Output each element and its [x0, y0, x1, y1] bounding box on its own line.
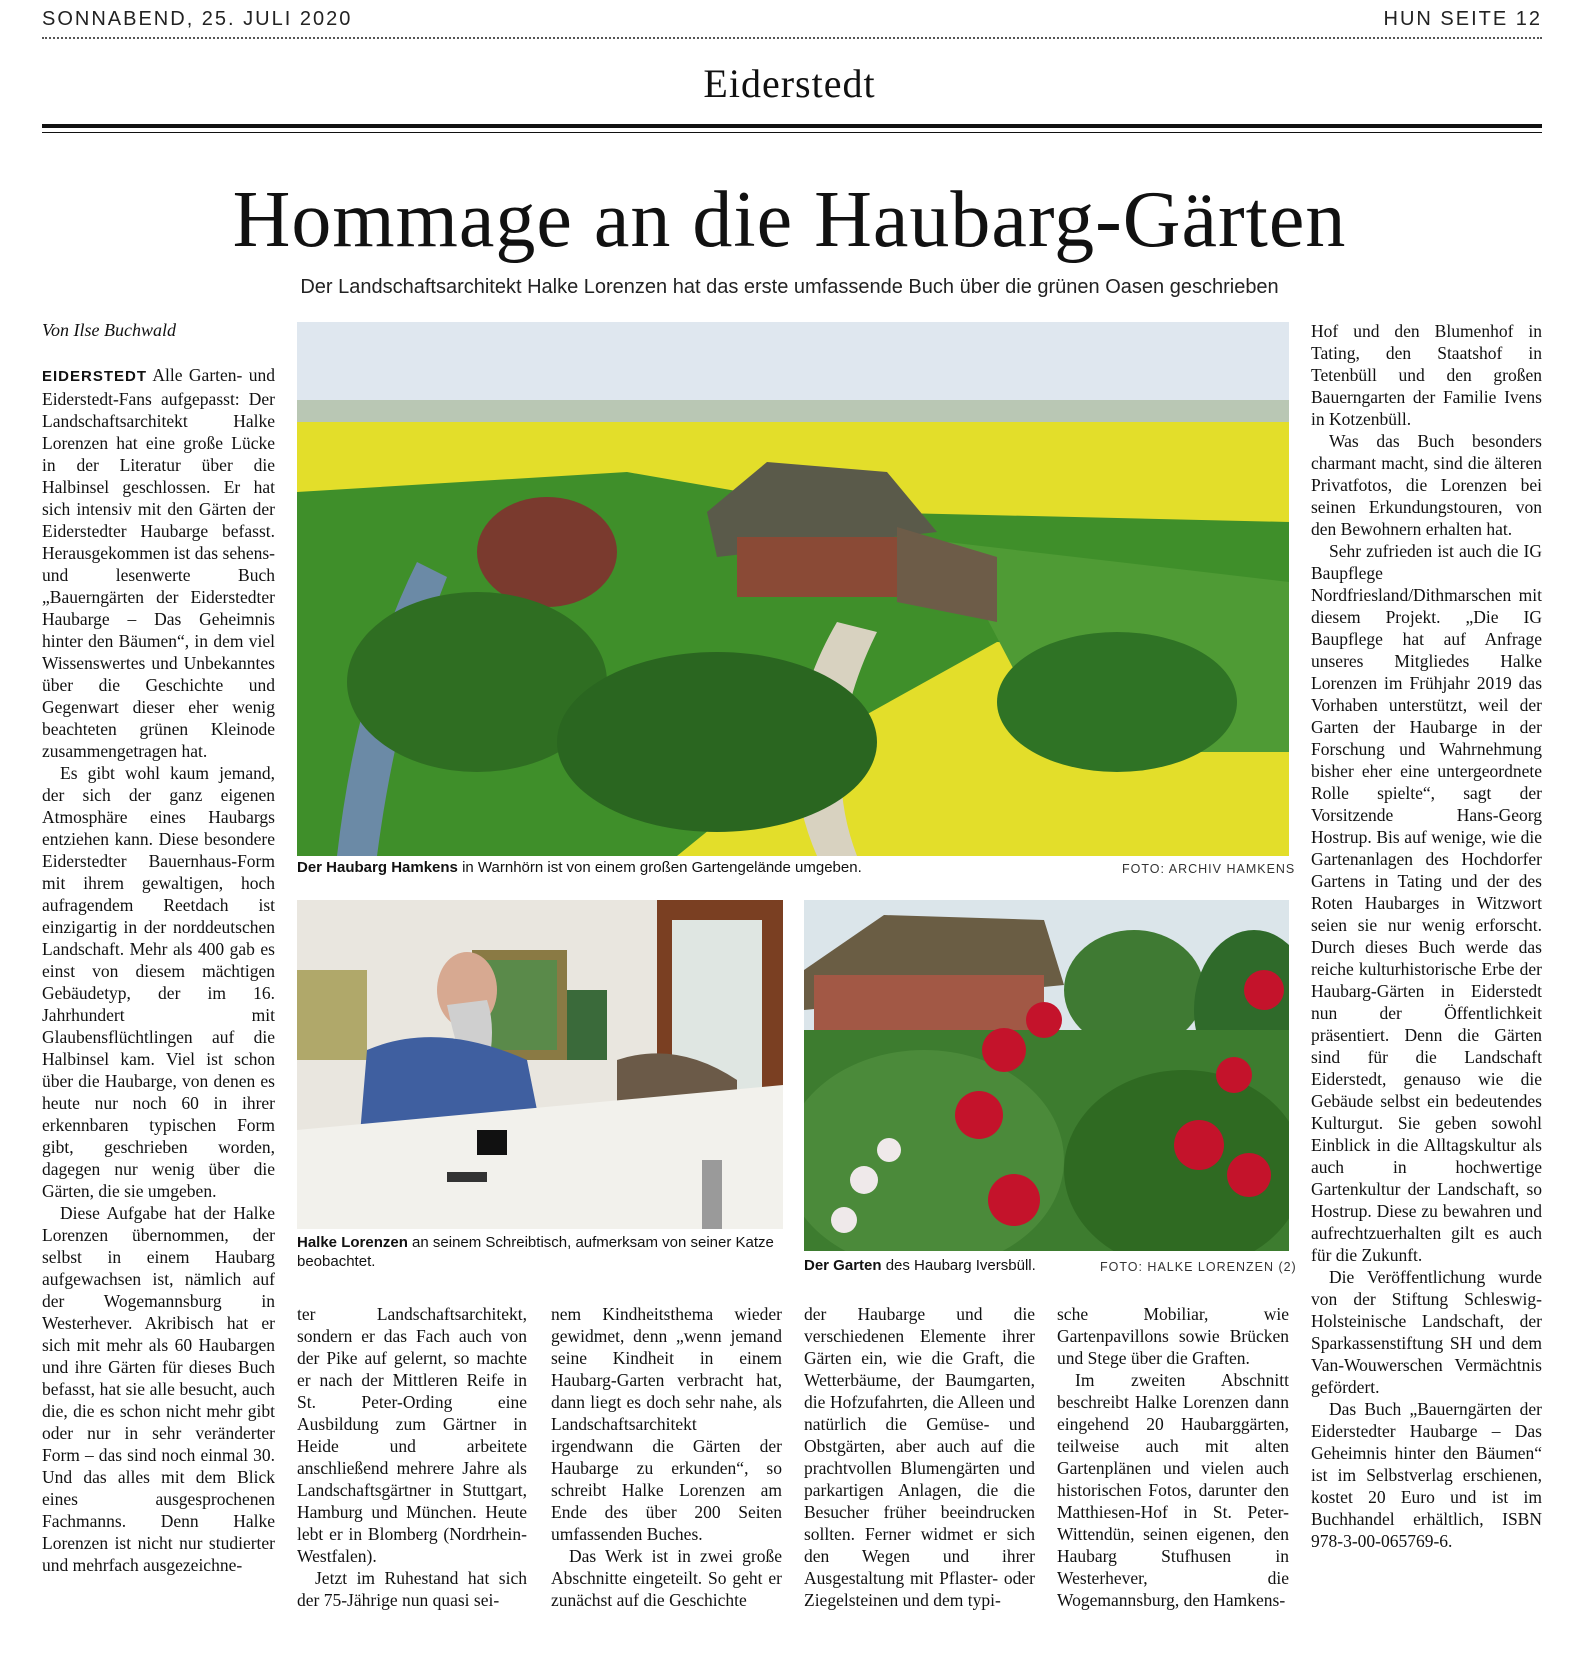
column-3 — [551, 1303, 782, 1611]
section-rule-thin — [42, 132, 1542, 133]
caption-text: an seinem Schreibtisch, aufmerksam von seiner Katze beobachtet. — [297, 1234, 774, 1270]
header-divider — [42, 37, 1542, 39]
column-2 — [297, 1303, 527, 1611]
caption-text: in Warnhörn ist von einem großen Gartengelände umgeben. — [457, 859, 862, 876]
paragraph: Hof und den Blumenhof in Tating, den Staatshof in Tetenbüll und den großen Bauerngarten der Familie Ivens in Kotzenbüll. — [1311, 321, 1542, 429]
haubarg-aerial-photo — [297, 322, 1289, 856]
caption-bold: Der Garten — [804, 1257, 882, 1274]
main-photo-credit: FOTO: ARCHIV HAMKENS — [1122, 862, 1296, 876]
section-rule-thick — [42, 124, 1542, 128]
paragraph: Alle Garten- und Eiderstedt-Fans aufgepasst: Der Landschaftsarchitekt Halke Lorenzen hat eine große Lücke in der Literatur über die Halbinsel geschlossen. Er hat sich intensiv mit den Gärten der Eiderstedter Haubarge befasst. Herausgekommen ist das sehens- und lesenwerte Buch „Bauerngärten der Eiderstedter Haubarge – Das Geheimnis hinter den Bäumen“, in dem viel Wissenswertes und Unbekanntes über die Geschichte und Gegenwart dieser eher wenig beachteten grünen Kleinode zusammengetragen hat. — [42, 365, 275, 761]
column-4 — [804, 1303, 1035, 1611]
desk-photo — [297, 900, 783, 1229]
column-6 — [1311, 320, 1542, 1552]
column-1 — [42, 364, 275, 1576]
paragraph: Das Werk ist in zwei große Abschnitte eingeteilt. So geht er zunächst auf die Geschichte — [551, 1546, 782, 1610]
paragraph: Im zweiten Abschnitt beschreibt Halke Lorenzen dann eingehend 20 Haubarggärten, teilweise auch mit alten Gartenplänen und vielen auch historischen Fotos, darunter den Matthiesen-Hof in St. Peter-Wittendün, seinen eigenen, den Haubarg Stufhusen in Westerhever, die Wogemannsburg, den Hamkens- — [1057, 1370, 1289, 1610]
paragraph: der Haubarge und die verschiedenen Elemente ihrer Gärten ein, wie die Graft, die Wetterbäume, der Baumgarten, die Hofzufahrten, die Alleen und natürlich die Gemüse- und Obstgärten, aber auch auf die prachtvollen Blumengärten und parkartigen Anlagen, die die Besucher früher beeindrucken sollten. Ferner widmet er sich den Wegen und ihrer Ausgestaltung mit Pflaster- oder Ziegelsteinen und dem typi- — [804, 1304, 1035, 1610]
paragraph: Es gibt wohl kaum jemand, der sich der ganz eigenen Atmosphäre eines Haubargs entziehen kann. Diese besondere Eiderstedter Bauernhaus-Form mit ihrem gewaltigen, hoch aufragendem Reetdach ist einzigartig in der norddeutschen Landschaft. Mehr als 400 gab es einst von diesem mächtigen Gebäudetyp, der im 16. Jahrhundert mit Glaubensflüchtlingen auf die Halbinsel kam. Viel ist schon über die Haubarge, von denen es heute nur noch 60 in ihrer erkennbaren typischen Form gibt, geschrieben worden, dagegen nur wenig über die Gärten, die sie umgeben. — [42, 763, 275, 1201]
section-title: Eiderstedt — [703, 61, 876, 106]
garden-photo-caption — [804, 1256, 1074, 1275]
paragraph: nem Kindheitsthema wieder gewidmet, denn „wenn jemand seine Kindheit in einem Haubarg-Garten verbracht hat, dann liegt es doch sehr nahe, als Landschaftsarchitekt irgendwann die Gärten der Haubarge zu erkunden“, so schreibt Halke Lorenzen am Ende des über 200 Seiten umfassenden Buches. — [551, 1304, 782, 1544]
caption-bold: Halke Lorenzen — [297, 1234, 408, 1251]
byline: Von Ilse Buchwald — [42, 320, 176, 340]
main-photo-caption — [297, 858, 1057, 877]
paragraph: ter Landschaftsarchitekt, sondern er das Fach auch von der Pike auf gelernt, so machte er nach der Mittleren Reife in St. Peter-Ording eine Ausbildung zum Gärtner in Heide und arbeitete anschließend mehrere Jahre als Landschaftsgärtner in Stuttgart, Hamburg und München. Heute lebt er in Blomberg (Nordrhein-Westfalen). — [297, 1304, 527, 1566]
paragraph: Sehr zufrieden ist auch die IG Baupflege Nordfriesland/Dithmarschen mit diesem Projekt. „Die IG Baupflege hat auf Anfrage unseres Mitgliedes Halke Lorenzen im Frühjahr 2019 das Vorhaben unterstützt, weil der Garten der Haubarge in der Forschung und Wahrnehmung bisher eher eine untergeordnete Rolle spielte“, sagt der Vorsitzende Hans-Georg Hostrup. Bis auf wenige, wie die Gartenanlagen des Hochdorfer Gartens in Tating und der des Roten Haubarges in Witzwort seien sie nur wenig erforscht. Durch dieses Buch werde das reiche kulturhistorische Erbe der Haubarg-Gärten in Eiderstedt nun der Öffentlichkeit präsentiert. Denn die Gärten sind für die Landschaft Eiderstedt, genauso wie die Gebäude selbst ein bedeutendes Kulturgut. Sie geben sowohl Einblick in die Alltagskultur als auch in hochwertige Gartenkultur der Landschaft, so Hostrup. Diese zu bewahren und aufrechtzuerhalten gilt es auch für die Zukunft. — [1311, 541, 1542, 1265]
paragraph: Was das Buch besonders charmant macht, sind die älteren Privatfotos, die Lorenzen bei seinen Erkundungstouren, von den Bewohnern erhalten hat. — [1311, 431, 1542, 539]
garden-photo-credit: FOTO: HALKE LORENZEN (2) — [1100, 1260, 1297, 1274]
paragraph: Die Veröffentlichung wurde von der Stiftung Schleswig-Holsteinische Landschaft, der Sparkassenstiftung SH und dem Van-Wouwerschen Vermächtnis gefördert. — [1311, 1267, 1542, 1397]
paragraph: sche Mobiliar, wie Gartenpavillons sowie Brücken und Stege über die Graften. — [1057, 1304, 1289, 1368]
dateline: EIDERSTEDT — [42, 368, 148, 385]
column-5 — [1057, 1303, 1289, 1611]
caption-bold: Der Haubarg Hamkens — [297, 859, 458, 876]
date-label: SONNABEND, 25. JULI 2020 — [42, 8, 353, 30]
paragraph: Jetzt im Ruhestand hat sich der 75-Jährige nun quasi sei- — [297, 1568, 527, 1610]
desk-photo-caption — [297, 1233, 783, 1271]
caption-text: des Haubarg Iversbüll. — [881, 1257, 1036, 1274]
garden-photo — [804, 900, 1289, 1251]
paragraph: Diese Aufgabe hat der Halke Lorenzen übernommen, der selbst in einem Haubarg aufgewachsen ist, nämlich auf der Wogemannsburg in Westerhever. Akribisch hat er sich mit mehr als 60 Haubargen und ihre Gärten für dieses Buch befasst, hat sie alle besucht, auch die, die es schon nicht mehr gibt oder nur in sehr veränderter Form – das sind noch einmal 30. Und das alles mit dem Blick eines ausgesprochenen Fachmanns. Denn Halke Lorenzen ist nicht nur studierter und mehrfach ausgezeichne- — [42, 1203, 275, 1575]
page-label: HUN SEITE 12 — [1383, 8, 1542, 30]
paragraph: Das Buch „Bauerngärten der Eiderstedter Haubarge – Das Geheimnis hinter den Bäumen“ ist im Selbstverlag erschienen, kostet 20 Euro und ist im Buchhandel erhältlich, ISBN 978-3-00-065769-6. — [1311, 1399, 1542, 1551]
headline: Hommage an die Haubarg-Gärten — [232, 176, 1347, 264]
subheadline: Der Landschaftsarchitekt Halke Lorenzen hat das erste umfassende Buch über die grünen Oasen geschrieben — [300, 276, 1279, 298]
